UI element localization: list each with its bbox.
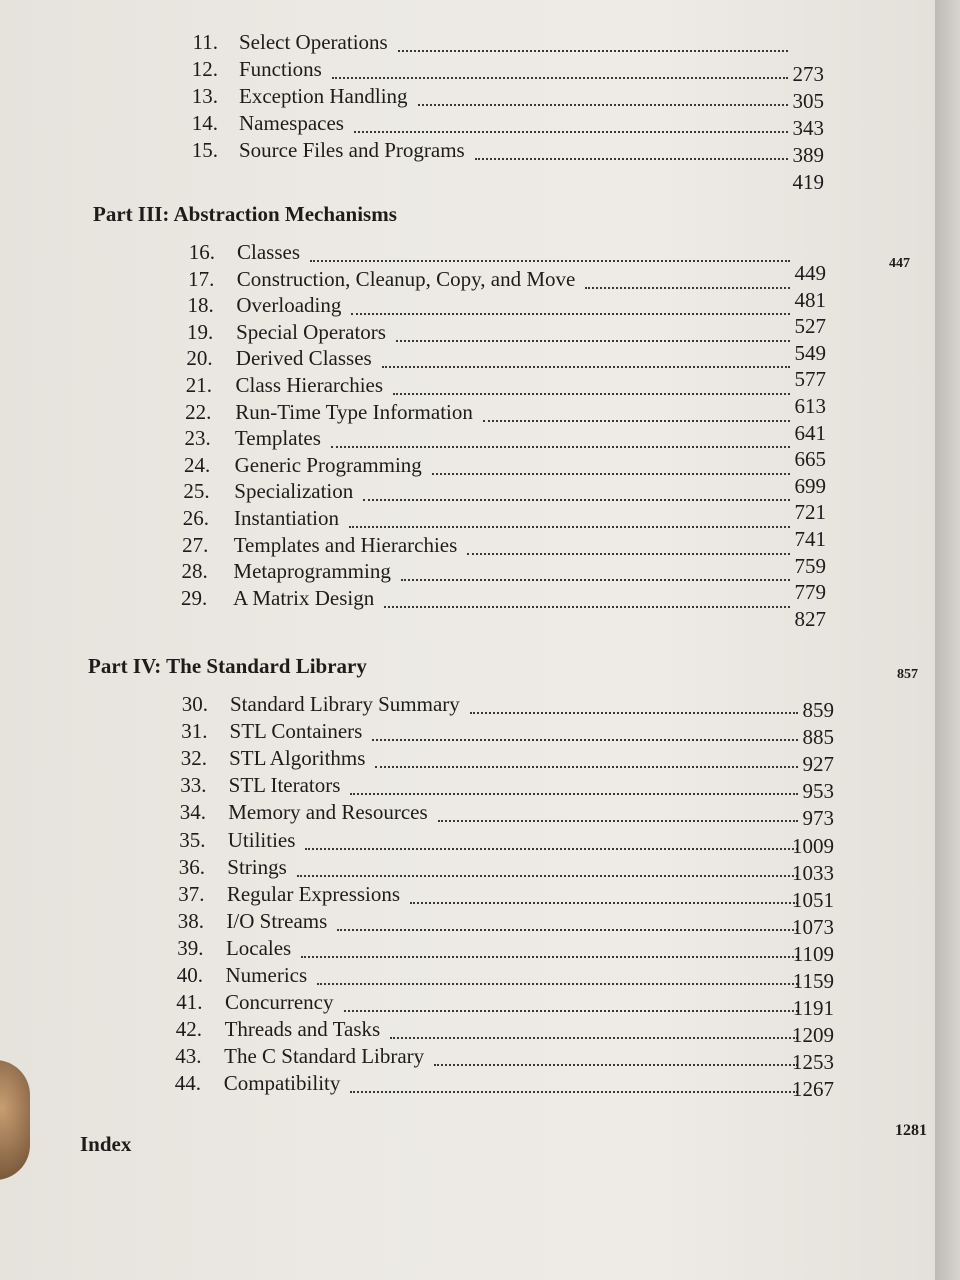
chapter-number: 42. — [175, 1017, 202, 1042]
chapter-page-number: 1209 — [792, 1023, 834, 1048]
chapter-title: I/O Streams — [226, 908, 328, 933]
part4-heading: Part IV: The Standard Library — [88, 654, 367, 678]
dot-leader — [432, 471, 790, 475]
chapter-page-number: 1009 — [792, 833, 834, 858]
toc-entry — [0, 690, 935, 722]
chapter-number: 17. — [188, 266, 215, 291]
chapter-title: The C Standard Library — [224, 1044, 425, 1069]
chapter-number: 43. — [175, 1044, 202, 1069]
chapter-title: Class Hierarchies — [235, 373, 384, 397]
toc-entry — [0, 1069, 935, 1102]
dot-leader — [401, 577, 790, 581]
chapter-title: Overloading — [236, 293, 342, 318]
chapter-title: Exception Handling — [239, 84, 408, 108]
chapter-page-number: 481 — [794, 287, 826, 312]
chapter-title: Memory and Resources — [228, 800, 428, 825]
chapter-number: 20. — [186, 346, 213, 371]
chapter-number: 18. — [187, 293, 214, 318]
chapter-number: 28. — [181, 559, 208, 584]
chapter-page-number: 721 — [794, 500, 826, 525]
dot-leader — [483, 418, 790, 422]
chapter-title: Metaprogramming — [233, 559, 391, 584]
chapter-number: 27. — [182, 532, 209, 557]
dot-leader — [351, 311, 790, 315]
dot-leader — [470, 710, 798, 714]
chapter-number: 36. — [178, 854, 205, 879]
chapter-page-number: 885 — [802, 725, 834, 750]
chapter-page-number: 953 — [802, 779, 834, 804]
index-page-number: 1281 — [895, 1122, 927, 1139]
dot-leader — [332, 75, 788, 79]
chapter-page-number: 389 — [792, 143, 824, 167]
dot-leader — [375, 764, 798, 768]
chapter-page-number: 759 — [794, 553, 826, 578]
dot-leader — [354, 129, 788, 133]
chapter-page-number: 927 — [802, 752, 834, 777]
chapter-title: Templates and Hierarchies — [233, 532, 458, 557]
dot-leader — [310, 258, 790, 262]
dot-leader — [301, 954, 798, 958]
toc-entry — [0, 853, 935, 885]
dot-leader — [393, 391, 790, 395]
chapter-number: 25. — [183, 479, 210, 504]
chapter-title: Special Operators — [236, 319, 386, 344]
chapter-title: STL Iterators — [228, 773, 341, 798]
toc-entry — [0, 744, 935, 777]
chapter-page-number: 343 — [792, 116, 824, 140]
thumb — [0, 1060, 30, 1180]
chapter-page-number: 859 — [802, 698, 834, 722]
dot-leader — [350, 1089, 798, 1093]
chapter-title: Namespaces — [239, 111, 344, 135]
chapter-number: 13. — [191, 84, 218, 108]
dot-leader — [410, 900, 798, 904]
chapter-title: Compatibility — [223, 1071, 341, 1096]
dot-leader — [317, 981, 798, 985]
chapter-title: Derived Classes — [235, 346, 372, 371]
chapter-number: 23. — [184, 426, 211, 451]
chapter-number: 11. — [192, 30, 218, 54]
chapter-title: Numerics — [225, 963, 308, 987]
dot-leader — [382, 364, 790, 368]
chapter-page-number: 827 — [794, 606, 826, 631]
chapter-page-number: 665 — [794, 447, 826, 472]
chapter-number: 34. — [179, 800, 206, 825]
part3-page-number: 447 — [889, 256, 910, 271]
chapter-number: 22. — [185, 399, 212, 424]
toc-entry — [0, 988, 935, 1021]
chapter-title: Templates — [234, 426, 321, 451]
dot-leader — [418, 102, 788, 106]
chapter-page-number: 1267 — [792, 1077, 834, 1102]
chapter-title: Classes — [237, 240, 300, 264]
chapter-number: 41. — [176, 990, 203, 1015]
chapter-number: 21. — [185, 373, 212, 397]
dot-leader — [434, 1062, 798, 1066]
chapter-title: Threads and Tasks — [224, 1017, 381, 1042]
dot-leader — [372, 737, 798, 741]
dot-leader — [344, 1008, 798, 1012]
chapter-title: Functions — [239, 57, 322, 81]
chapter-page-number: 527 — [794, 314, 826, 339]
dot-leader — [305, 846, 798, 850]
chapter-title: A Matrix Design — [233, 585, 375, 610]
toc-entry — [0, 136, 935, 194]
chapter-number: 29. — [180, 585, 208, 610]
dot-leader — [349, 524, 790, 528]
chapter-title: Locales — [225, 935, 292, 960]
chapter-title: Construction, Cleanup, Copy, and Move — [236, 266, 576, 291]
dot-leader — [585, 285, 790, 289]
chapter-title: Standard Library Summary — [230, 692, 460, 716]
chapter-page-number: 741 — [794, 527, 826, 551]
dot-leader — [363, 497, 790, 501]
chapter-page-number: 549 — [794, 340, 826, 365]
dot-leader — [390, 1035, 798, 1039]
chapter-page-number: 1109 — [792, 941, 834, 966]
chapter-page-number: 1253 — [792, 1050, 834, 1075]
chapter-page-number: 419 — [792, 170, 824, 194]
chapter-page-number: 973 — [802, 806, 834, 831]
chapter-page-number: 779 — [794, 580, 826, 605]
toc-entry — [0, 584, 935, 631]
dot-leader — [438, 818, 798, 822]
chapter-page-number: 449 — [794, 261, 826, 285]
chapter-page-number: 1191 — [792, 996, 834, 1021]
chapter-number: 37. — [178, 881, 205, 906]
dot-leader — [337, 927, 798, 931]
chapter-title: Regular Expressions — [226, 881, 401, 906]
chapter-title: Generic Programming — [234, 452, 422, 477]
toc-entry — [0, 907, 935, 939]
chapter-number: 38. — [177, 908, 204, 933]
toc-entry — [0, 1042, 935, 1075]
toc-entry — [0, 1015, 935, 1048]
toc-entry — [0, 961, 935, 993]
chapter-page-number: 577 — [794, 367, 826, 392]
dot-leader — [398, 48, 788, 52]
toc-entry — [0, 934, 935, 966]
toc-entry — [0, 717, 935, 750]
dot-leader — [350, 791, 798, 795]
chapter-number: 24. — [183, 452, 211, 477]
chapter-number: 19. — [186, 319, 214, 344]
chapter-number: 15. — [191, 138, 218, 162]
chapter-title: Utilities — [227, 827, 296, 852]
chapter-title: Run-Time Type Information — [235, 399, 473, 424]
dot-leader — [384, 604, 790, 608]
toc-entry — [0, 771, 935, 804]
chapter-page-number: 1051 — [792, 887, 834, 912]
chapter-number: 16. — [188, 240, 215, 264]
chapter-number: 31. — [181, 719, 208, 744]
chapter-title: Select Operations — [239, 30, 388, 54]
dot-leader — [297, 873, 798, 877]
chapter-page-number: 273 — [792, 62, 824, 86]
chapter-page-number: 1159 — [792, 969, 834, 993]
index-label: Index — [80, 1132, 132, 1156]
part3-heading: Part III: Abstraction Mechanisms — [93, 202, 397, 226]
chapter-number: 30. — [181, 692, 208, 716]
page-edge — [935, 0, 960, 1280]
chapter-number: 12. — [191, 57, 218, 81]
part4-page-number: 857 — [897, 667, 918, 682]
chapter-number: 44. — [174, 1071, 201, 1096]
chapter-page-number: 1033 — [792, 860, 834, 885]
dot-leader — [475, 156, 788, 160]
chapter-number: 32. — [180, 746, 207, 771]
chapter-page-number: 641 — [794, 420, 826, 445]
chapter-number: 14. — [191, 111, 218, 135]
chapter-title: Strings — [227, 854, 287, 879]
toc-entry — [0, 880, 935, 912]
chapter-title: STL Containers — [229, 719, 363, 744]
chapter-page-number: 613 — [794, 394, 826, 418]
chapter-page-number: 305 — [792, 89, 824, 113]
chapter-title: Concurrency — [225, 990, 334, 1015]
chapter-page-number: 699 — [794, 473, 826, 498]
chapter-page-number: 1073 — [792, 914, 834, 939]
chapter-title: Source Files and Programs — [239, 138, 465, 162]
chapter-number: 39. — [177, 935, 204, 960]
chapter-number: 33. — [180, 773, 207, 798]
chapter-title: Specialization — [234, 479, 354, 504]
chapter-number: 35. — [179, 827, 206, 852]
chapter-number: 40. — [176, 963, 203, 987]
chapter-title: STL Algorithms — [229, 746, 366, 771]
dot-leader — [467, 551, 790, 555]
chapter-title: Instantiation — [234, 506, 339, 530]
toc-entry — [0, 826, 935, 858]
toc-entry — [0, 798, 935, 831]
dot-leader — [396, 338, 790, 342]
chapter-number: 26. — [182, 506, 209, 530]
dot-leader — [331, 444, 790, 448]
